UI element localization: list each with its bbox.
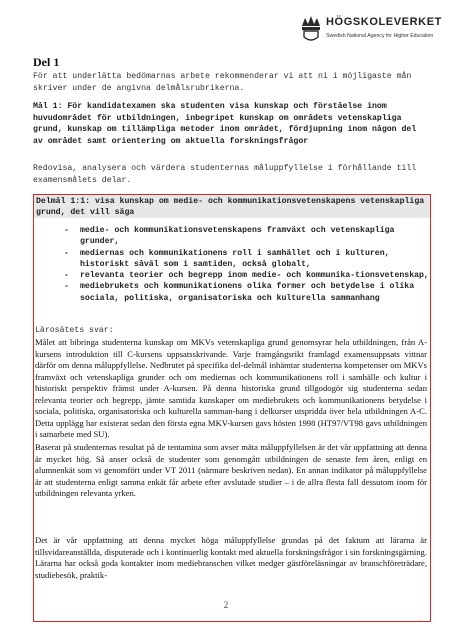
criterion-text: relevanta teorier och begrepp inom medie- och kommunika-tionsvetenskap, [80, 271, 429, 281]
goal-instruction: Redovisa, analysera och värdera studenternas måluppfyllelse i förhållande till examensmålets delar. [33, 164, 417, 185]
list-item: - mediebrukets och kommunikationens olika former och betydelse i olika sociala, politiska, organisatoriska och kulturella sammanhang [64, 282, 415, 303]
response-paragraph: Baserat på studenternas resultat på de tentamina som avser mäta måluppfyllelsen är det vår uppfattning att denna är mycket hög. Så anser också de studenter som genomgått utbildningen de senaste fem åren, enligt en alumnenkät som vi genomfört under VT 2011 (närmare beskriven nedan). En annan indikator på måluppfyllelse är att studenterna enligt samma enkät får arbete efter avslutade studier – i de allra flesta fall dessutom inom för utbildningen relevanta yrken. [35, 442, 427, 499]
subgoal-header [34, 195, 430, 218]
subgoal-box [33, 194, 431, 622]
list-item: - medie- och kommunikationsvetenskapens framväxt och vetenskapliga grunder, [64, 226, 395, 247]
response-paragraph: Det är vår uppfattning att denna mycket höga måluppfyllelse grundas på det faktum att lärarna är tillsvidareanställda, disputerade och i kontinuerlig kontakt med aktuella forskningsfrågor i sin forskningsgärning. Lärarna har också goda kontakter inom mediebranschen vilket medger gästföreläsningar av branschföreträdare, studiebesök, praktik- [35, 535, 427, 580]
agency-logo [300, 14, 450, 50]
response-label: Lärosätets svar: [35, 326, 114, 335]
section-heading: Del 1 [33, 55, 60, 69]
criterion-text: medie- och kommunikationsvetenskapens framväxt och vetenskapliga grunder, [80, 226, 395, 247]
list-item: - relevanta teorier och begrepp inom medie- och kommunika-tionsvetenskap, [64, 271, 429, 281]
page-number: 2 [223, 600, 229, 610]
logo-name: HÖGSKOLEVERKET [326, 16, 442, 28]
subgoal-title: Delmål 1:1: visa kunskap om medie- och kommunikationsvetenskapens vetenskapliga grund, det vill säga [36, 197, 425, 217]
criterion-text: mediebrukets och kommunikationens olika former och betydelse i olika sociala, politiska, organisatoriska och kulturella sammanhang [80, 282, 415, 303]
intro-text: För att underlätta bedömarnas arbete rekommenderar vi att ni i möjligaste mån skriver under de angivna delmålsrubrikerna. [33, 72, 412, 93]
response-paragraph: Målet att bibringa studenterna kunskap om MKVs vetenskapliga grund genomsyrar hela utbildningen, från A-kursens introduktion till C-kursens uppsatsskrivande. Varje framgångsrikt framlagd examensuppsats vittnar därför om denna måluppfyllelse. Nedbrutet på specifika del-delmål inhämtar studenterna kompetenser om MKVs framväxt och vetenskapliga grunder och om mediernas och kommunikationens roll i samhälle och kultur i historiskt perspektiv främst under A-kursen. På denna historiska grund tillgodogör sig studenterna sedan relevanta teorier och begrepp, jämte samtida kunskaper om mediebrukets och kommunikationens betydelse i sociala, politiska, organisatoriska och kulturella samman-hang i delkurser utspridda över hela utbildningen A-C. Detta upplägg har existerat sedan den första egna MKV-kursen gavs hösten 1998 (HT97/VT98 gavs utbildningen i samarbete med SU). [35, 337, 427, 440]
criteria-list [34, 225, 430, 304]
list-item: - mediernas och kommunikationens roll i samhället och i kulturen, historiskt såväl som i samtiden, också globalt, [64, 248, 390, 269]
criterion-text: mediernas och kommunikationens roll i samhället och i kulturen, historiskt såväl som i samtiden, också globalt, [80, 248, 390, 269]
goal-statement: Mål 1: För kandidatexamen ska studenten visa kunskap och förståelse inom huvudområdet för utbildningen, inbegripet kunskap om områdets vetenskapliga grund, kunskap om tillämpliga metoder inom området, fördjupning inom någon del av området samt orientering om aktuella forskningsfrågor [33, 102, 417, 146]
crown-icon [300, 14, 322, 44]
logo-subtitle: Swedish National Agency for Higher Education [326, 33, 434, 39]
